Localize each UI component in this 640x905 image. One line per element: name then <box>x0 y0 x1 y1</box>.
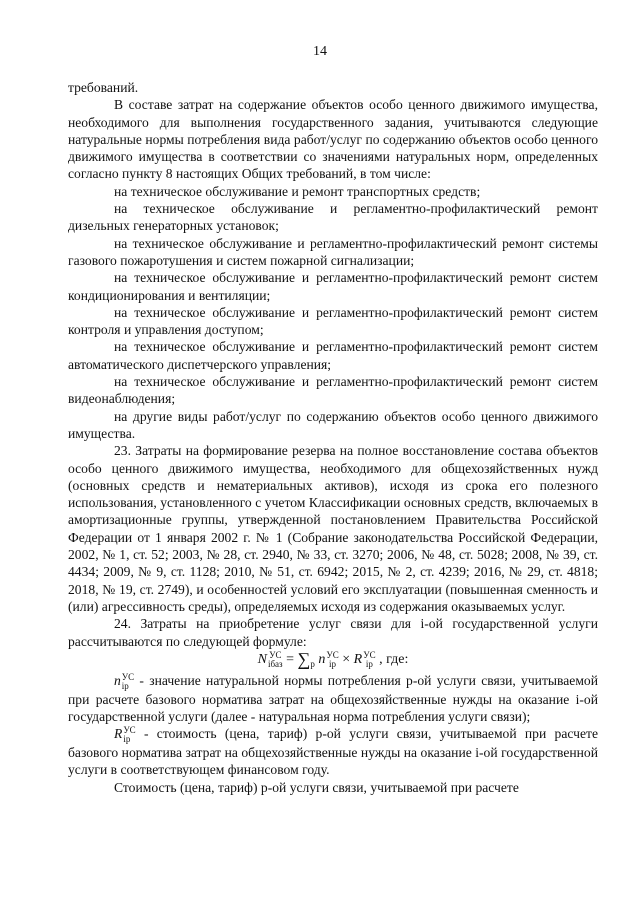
definition-r-text: - стоимость (цена, тариф) р-ой услуги связи, учитываемой при расчете базового норматива затрат на общехозяйственные нужды на оказание i-ой государственной услуги в соответствующем финансовом году. <box>68 726 598 778</box>
paragraph-24: 24. Затраты на приобретение услуг связи для i-ой государственной услуги рассчитываются по следующей формуле: <box>68 616 598 649</box>
paragraph-23: 23. Затраты на формирование резерва на полное восстановление состава объектов особо ценного движимого имущества, необходимого для общехозяйственных нужд (основных средств и нематериальных активов), исходя из срока его полезного использования, установленного с учетом Классификации основных средств, включаемых в амортизационные группы, утвержденной постановлением Правительства Российской Федерации от 1 января 2002 г. № 1 (Собрание законодательства Российской Федерации, 2002, № 1, ст. 52; 2003, № 28, ст. 2940, № 33, ст. 3270; 2006, № 48, ст. 5028; 2008, № 39, ст. 4434; 2009, № 9, ст. 1128; 2010, № 51, ст. 6942; 2015, № 2, ст. 4239; 2016, № 29, ст. 4818; 2018, № 19, ст. 2749), и особенностей условий его эксплуатации (повышенная сменность и (или) агрессивность среды), определяемых исходя из содержания оказываемых услуг. <box>68 443 598 614</box>
formula-term2-sup: УС <box>363 649 376 660</box>
formula-lhs-indices <box>268 651 283 669</box>
formula-suffix: , где: <box>379 652 409 668</box>
definition-r-symbol: R <box>114 726 123 742</box>
list-item-fire: на техническое обслуживание и регламентно-профилактический ремонт системы газового пожаротушения и систем пожарной сигнализации; <box>68 235 598 268</box>
list-item-diesel: на техническое обслуживание и регламентно-профилактический ремонт дизельных генераторных установок; <box>68 201 598 234</box>
formula-term2-indices <box>363 651 375 669</box>
paragraph-composition: В составе затрат на содержание объектов особо ценного движимого имущества, необходимого для выполнения государственного задания, учитываются следующие натуральные нормы потребления вида работ/услуг по содержанию объектов особо ценного движимого имущества в соответствии со значениями натуральных норм, определенных согласно пункту 8 настоящих Общих требований, в том числе: <box>68 97 598 182</box>
page-number: 14 <box>313 44 327 59</box>
list-item-video: на техническое обслуживание и регламентно-профилактический ремонт систем видеонаблюдения; <box>68 374 598 407</box>
list-item-dispatch: на техническое обслуживание и регламентно-профилактический ремонт систем автоматического диспетчерского управления; <box>68 339 598 372</box>
definition-n-sub: ip <box>121 680 129 691</box>
formula-lhs-symbol: N <box>257 652 267 668</box>
list-item-access: на техническое обслуживание и регламентно-профилактический ремонт систем контроля и управления доступом; <box>68 304 598 338</box>
formula-term1-sup: УС <box>326 649 339 660</box>
definition-n <box>68 672 598 725</box>
formula-term1-symbol: n <box>318 652 326 668</box>
list-item-transport: на техническое обслуживание и ремонт транспортных средств; <box>114 183 481 199</box>
formula-term1-sub: ip <box>329 658 337 669</box>
definition-n-sup: УС <box>121 671 135 682</box>
formula-sum: ∑ <box>297 649 311 670</box>
paragraph-continuation: требований. <box>68 80 139 95</box>
formula-term1-indices <box>326 651 338 669</box>
formula <box>68 651 598 669</box>
definition-n-text: - значение натуральной нормы потребления р-ой услуги связи, учитываемой при расчете базового норматива затрат на общехозяйственные нужды на оказание i-ой государственной услуги (далее - натуральная норма потребления услуги связи); <box>68 672 598 724</box>
formula-lhs-sub: iбаз <box>267 658 283 669</box>
definition-r-indices <box>123 726 135 744</box>
document-body <box>68 79 598 796</box>
formula-term2-symbol: R <box>353 652 363 668</box>
formula-term2-sub: ip <box>365 658 373 669</box>
formula-times: × <box>342 652 351 668</box>
definition-r <box>68 725 598 778</box>
list-item-other: на другие виды работ/услуг по содержанию объектов особо ценного движимого имущества. <box>68 408 598 441</box>
formula-sum-sub: p <box>310 658 315 669</box>
list-item-hvac: на техническое обслуживание и регламентно-профилактический ремонт систем кондиционирования и вентиляции; <box>68 270 598 303</box>
definition-r-sup: УС <box>123 725 136 736</box>
definition-n-indices <box>122 673 134 691</box>
formula-lhs-sup: УС <box>269 649 282 660</box>
formula-equals: = <box>286 652 295 668</box>
paragraph-last: Стоимость (цена, тариф) р-ой услуги связи, учитываемой при расчете <box>114 779 519 795</box>
definition-r-sub: ip <box>123 734 131 745</box>
definition-n-symbol: n <box>114 672 121 688</box>
